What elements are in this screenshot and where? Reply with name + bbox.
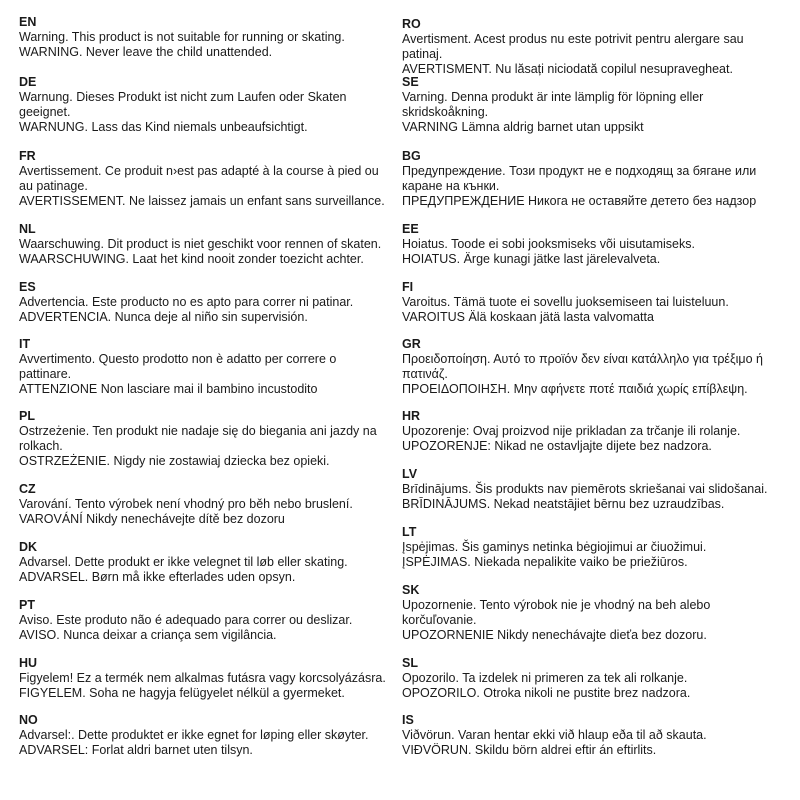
language-block-es (19, 279, 389, 325)
warning-text: Hoiatus. Toode ei sobi jooksmiseks või uisutamiseks. (402, 237, 695, 251)
language-block-ee (402, 221, 787, 267)
language-code: SL (402, 656, 418, 670)
supervision-text: BRĪDINĀJUMS. Nekad neatstājiet bērnu bez uzraudzības. (402, 497, 725, 511)
language-code: PL (19, 409, 35, 423)
supervision-text: VAROVÁNÍ Nikdy nenechávejte dítě bez dozoru (19, 512, 285, 526)
supervision-text: WARNUNG. Lass das Kind niemals unbeaufsichtigt. (19, 120, 308, 134)
language-code: IS (402, 713, 414, 727)
language-code: NO (19, 713, 38, 727)
supervision-text: WAARSCHUWING. Laat het kind nooit zonder toezicht achter. (19, 252, 364, 266)
supervision-text: ADVERTENCIA. Nunca deje al niño sin supervisión. (19, 310, 308, 324)
language-code: FR (19, 149, 36, 163)
warning-text: Opozorilo. Ta izdelek ni primeren za tek ali rolkanje. (402, 671, 688, 685)
supervision-text: VIÐVÖRUN. Skildu börn aldrei eftir án eftirlits. (402, 743, 657, 757)
supervision-text: OSTRZEŻENIE. Nigdy nie zostawiaj dziecka bez opieki. (19, 454, 330, 468)
language-block-dk (19, 539, 389, 585)
language-block-bg (402, 148, 787, 209)
warning-text: Varování. Tento výrobek není vhodný pro běh nebo bruslení. (19, 497, 353, 511)
warning-text: Įspėjimas. Šis gaminys netinka bėgiojimui ar čiuožimui. (402, 540, 707, 554)
language-block-gr (402, 336, 787, 397)
language-code: HU (19, 656, 38, 670)
language-block-nl (19, 221, 389, 267)
language-block-lt (402, 524, 787, 570)
warning-text: Figyelem! Ez a termék nem alkalmas futásra vagy korcsolyázásra. (19, 671, 386, 685)
language-code: CZ (19, 482, 36, 496)
warning-text: Viðvörun. Varan hentar ekki við hlaup eða til að skauta. (402, 728, 707, 742)
language-code: IT (19, 337, 31, 351)
supervision-text: FIGYELEM. Soha ne hagyja felügyelet nélkül a gyermeket. (19, 686, 345, 700)
language-code: HR (402, 409, 421, 423)
language-code: BG (402, 149, 421, 163)
warning-text: Advarsel:. Dette produktet er ikke egnet for løping eller skøyter. (19, 728, 369, 742)
warning-text: Avertisment. Acest produs nu este potrivit pentru alergare sau patinaj. (402, 32, 744, 61)
language-block-en (19, 14, 389, 60)
warning-text: Brīdinājums. Šis produkts nav piemērots skriešanai vai slidošanai. (402, 482, 768, 496)
warning-text: Avvertimento. Questo prodotto non è adatto per correre o pattinare. (19, 352, 337, 381)
supervision-text: UPOZORNENIE Nikdy nenechávajte dieťa bez dozoru. (402, 628, 707, 642)
language-code: NL (19, 222, 36, 236)
language-block-pl (19, 408, 389, 469)
supervision-text: HOIATUS. Ärge kunagi jätke last järelevalveta. (402, 252, 661, 266)
warning-text: Предупреждение. Този продукт не е подходящ за бягане или каране на кънки. (402, 164, 757, 193)
language-block-de (19, 74, 389, 135)
warning-text: Προειδοποίηση. Αυτό το προϊόν δεν είναι κατάλληλο για τρέξιμο ή πατινάζ. (402, 352, 763, 381)
language-block-hu (19, 655, 389, 701)
supervision-text: AVISO. Nunca deixar a criança sem vigilância. (19, 628, 277, 642)
language-block-is (402, 712, 787, 758)
language-block-se (402, 74, 787, 135)
warning-text: Varoitus. Tämä tuote ei sovellu juoksemiseen tai luisteluun. (402, 295, 729, 309)
language-code: EE (402, 222, 419, 236)
warning-text: Ostrzeżenie. Ten produkt nie nadaje się do biegania ani jazdy na rolkach. (19, 424, 377, 453)
supervision-text: VAROITUS Älä koskaan jätä lasta valvomatta (402, 310, 654, 324)
warning-text: Advertencia. Este producto no es apto para correr ni patinar. (19, 295, 354, 309)
language-block-cz (19, 481, 389, 527)
language-block-sl (402, 655, 787, 701)
supervision-text: AVERTISSEMENT. Ne laissez jamais un enfant sans surveillance. (19, 194, 385, 208)
language-code: SE (402, 75, 419, 89)
language-code: LT (402, 525, 417, 539)
warning-text: Warning. This product is not suitable for running or skating. (19, 30, 345, 44)
warning-text: Upozorenje: Ovaj proizvod nije prikladan za trčanje ili rolanje. (402, 424, 741, 438)
supervision-text: ПРЕДУПРЕЖДЕНИЕ Никога не оставяйте детето без надзор (402, 194, 757, 208)
language-block-fr (19, 148, 389, 209)
language-block-no (19, 712, 389, 758)
language-code: EN (19, 15, 37, 29)
warning-text: Waarschuwing. Dit product is niet geschikt voor rennen of skaten. (19, 237, 382, 251)
language-block-lv (402, 466, 787, 512)
language-code: DE (19, 75, 37, 89)
language-block-it (19, 336, 389, 397)
warning-text: Advarsel. Dette produkt er ikke velegnet til løb eller skating. (19, 555, 348, 569)
supervision-text: UPOZORENJE: Nikad ne ostavljajte dijete bez nadzora. (402, 439, 712, 453)
language-code: GR (402, 337, 421, 351)
warning-text: Varning. Denna produkt är inte lämplig för löpning eller skridskoåkning. (402, 90, 704, 119)
supervision-text: OPOZORILO. Otroka nikoli ne pustite brez nadzora. (402, 686, 691, 700)
language-block-sk (402, 582, 787, 643)
supervision-text: ATTENZIONE Non lasciare mai il bambino incustodito (19, 382, 318, 396)
warning-text: Upozornenie. Tento výrobok nie je vhodný na beh alebo korčuľovanie. (402, 598, 711, 627)
language-block-ro (402, 16, 787, 77)
supervision-text: ĮSPĖJIMAS. Niekada nepalikite vaiko be priežiūros. (402, 555, 688, 569)
warning-text: Warnung. Dieses Produkt ist nicht zum Laufen oder Skaten geeignet. (19, 90, 347, 119)
supervision-text: ADVARSEL: Forlat aldri barnet uten tilsyn. (19, 743, 253, 757)
language-block-hr (402, 408, 787, 454)
language-code: RO (402, 17, 421, 31)
language-code: LV (402, 467, 418, 481)
supervision-text: ΠΡΟΕΙΔΟΠΟΙΗΣΗ. Μην αφήνετε ποτέ παιδιά χωρίς επίβλεψη. (402, 382, 748, 396)
supervision-text: VARNING Lämna aldrig barnet utan uppsikt (402, 120, 644, 134)
language-block-pt (19, 597, 389, 643)
language-code: ES (19, 280, 36, 294)
language-code: DK (19, 540, 38, 554)
supervision-text: AVERTISMENT. Nu lăsați niciodată copilul nesupravegheat. (402, 62, 733, 76)
warning-text: Avertissement. Ce produit n›est pas adapté à la course à pied ou au patinage. (19, 164, 379, 193)
language-code: FI (402, 280, 414, 294)
supervision-text: WARNING. Never leave the child unattended. (19, 45, 273, 59)
warning-text: Aviso. Este produto não é adequado para correr ou deslizar. (19, 613, 353, 627)
language-code: SK (402, 583, 420, 597)
supervision-text: ADVARSEL. Børn må ikke efterlades uden opsyn. (19, 570, 296, 584)
language-block-fi (402, 279, 787, 325)
language-code: PT (19, 598, 35, 612)
